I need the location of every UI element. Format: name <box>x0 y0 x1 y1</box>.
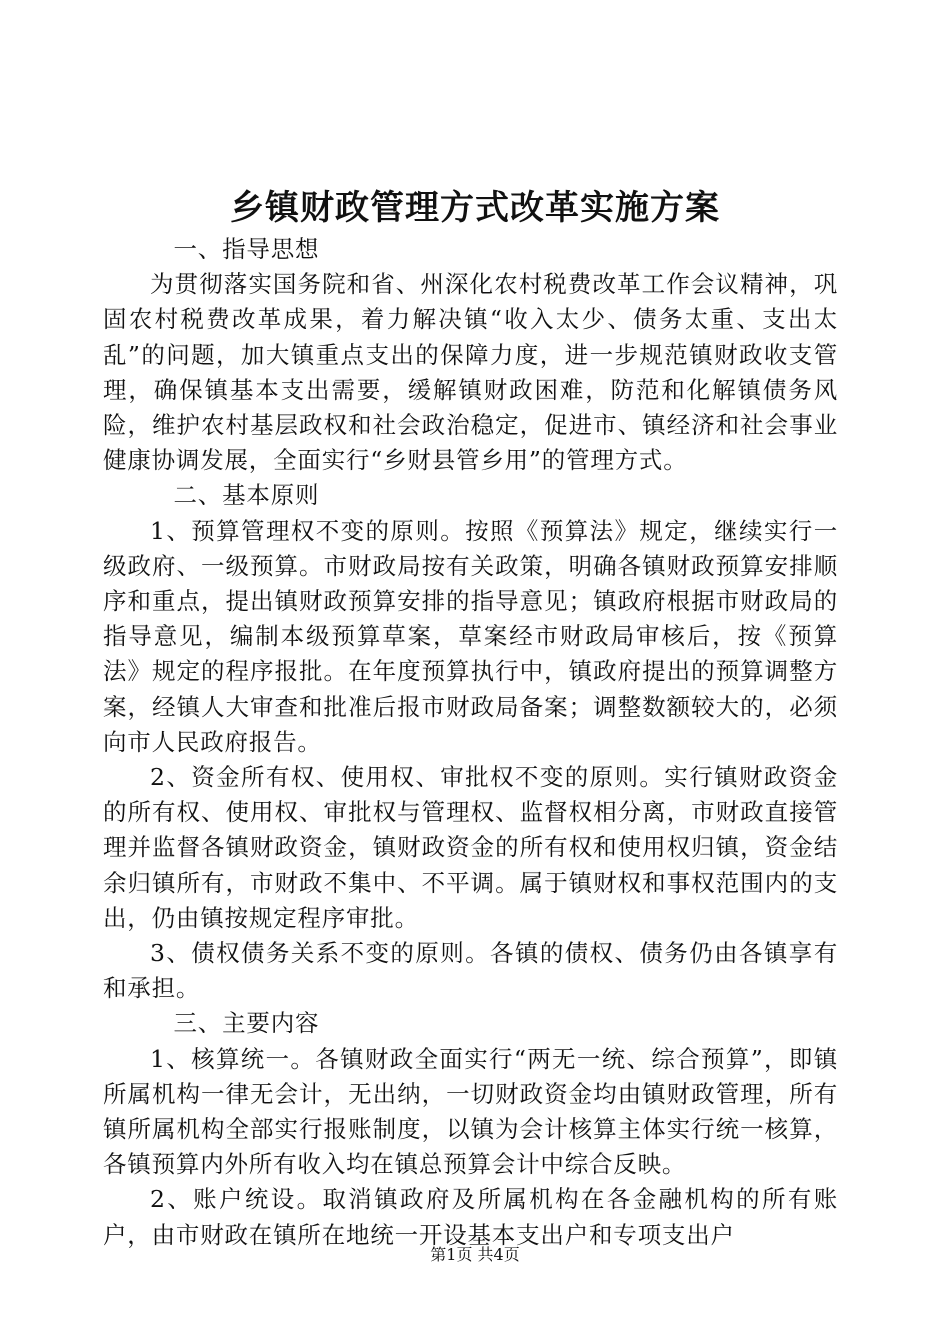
document-title: 乡镇财政管理方式改革实施方案 <box>230 188 720 228</box>
section-heading: 二、基本原则 <box>173 481 320 510</box>
paragraph: 为贯彻落实国务院和省、州深化农村税费改革工作会议精神，巩固农村税费改革成果，着力解决镇“收入太少、债务太重、支出太乱”的问题，加大镇重点支出的保障力度，进一步规范镇财政收支管理，确保镇基本支出需要，缓解镇财政困难，防范和化解镇债务风险，维护农村基层政权和社会政治稳定，促进市、镇经济和社会事业健康协调发展，全面实行“乡财县管乡用”的管理方式。 <box>103 270 838 475</box>
paragraph: 2、账户统设。取消镇政府及所属机构在各金融机构的所有账户，由市财政在镇所在地统一开设基本支出户和专项支出户 <box>103 1185 838 1249</box>
paragraph: 2、资金所有权、使用权、审批权不变的原则。实行镇财政资金的所有权、使用权、审批权与管理权、监督权相分离，市财政直接管理并监督各镇财政资金，镇财政资金的所有权和使用权归镇，资金结余归镇所有，市财政不集中、不平调。属于镇财权和事权范围内的支出，仍由镇按规定程序审批。 <box>103 763 838 932</box>
page-footer: 第1页 共4页 <box>430 1245 520 1264</box>
paragraph: 3、债权债务关系不变的原则。各镇的债权、债务仍由各镇享有和承担。 <box>103 939 838 1003</box>
section-heading: 三、主要内容 <box>173 1009 320 1038</box>
paragraph: 1、预算管理权不变的原则。按照《预算法》规定，继续实行一级政府、一级预算。市财政局按有关政策，明确各镇财政预算安排顺序和重点，提出镇财政预算安排的指导意见；镇政府根据市财政局的指导意见，编制本级预算草案，草案经市财政局审核后，按《预算法》规定的程序报批。在年度预算执行中，镇政府提出的预算调整方案，经镇人大审查和批准后报市财政局备案；调整数额较大的，必须向市人民政府报告。 <box>103 516 838 756</box>
document-body <box>103 232 838 1253</box>
paragraph: 1、核算统一。各镇财政全面实行“两无一统、综合预算”，即镇所属机构一律无会计，无出纳，一切财政资金均由镇财政管理，所有镇所属机构全部实行报账制度，以镇为会计核算主体实行统一核算，各镇预算内外所有收入均在镇总预算会计中综合反映。 <box>103 1044 838 1179</box>
section-heading: 一、指导思想 <box>173 235 320 263</box>
